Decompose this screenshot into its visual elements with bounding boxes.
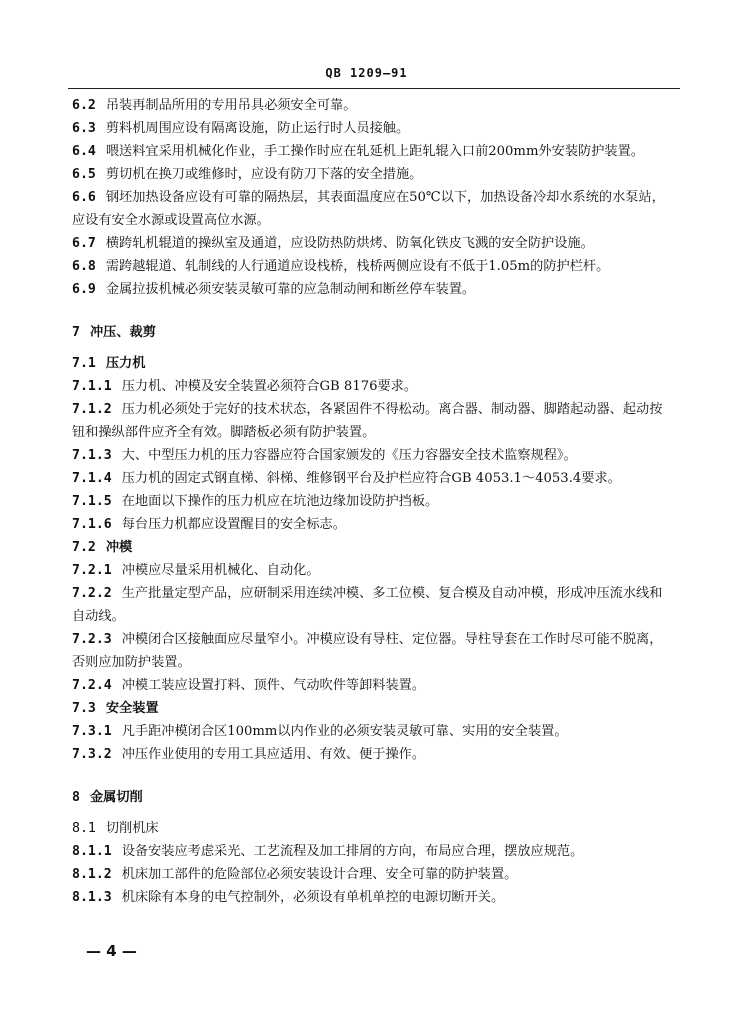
clause-number: 7.1.4 — [72, 471, 112, 486]
clause-number: 6.4 — [72, 144, 96, 159]
clause-item — [72, 444, 672, 467]
clause-item — [72, 232, 672, 255]
clause-text: 机床加工部件的危险部位必须安装设计合理、安全可靠的防护装置。 — [121, 867, 518, 882]
subsection-7-1-heading: 7.1 压力机 — [72, 356, 146, 371]
document-code-header: QB 1209—91 — [325, 66, 408, 80]
header-rule — [68, 88, 680, 89]
clause-item — [72, 140, 672, 163]
clause-list-8-1 — [72, 840, 672, 909]
clause-text: 压力机、冲模及安全装置必须符合GB 8176要求。 — [121, 379, 418, 394]
clause-item — [72, 559, 672, 582]
clause-number: 8.1.3 — [72, 890, 112, 905]
clause-number: 7.3.2 — [72, 747, 112, 762]
clause-item — [72, 863, 672, 886]
clause-item — [72, 278, 672, 301]
clause-item — [72, 398, 672, 444]
clause-item — [72, 467, 672, 490]
clause-text: 设备安装应考虑采光、工艺流程及加工排屑的方向，布局应合理，摆放应规范。 — [121, 844, 584, 859]
clause-text: 冲压作业使用的专用工具应适用、有效、便于操作。 — [121, 747, 426, 762]
clause-text: 机床除有本身的电气控制外，必须设有单机单控的电源切断开关。 — [121, 890, 505, 905]
clause-number: 6.5 — [72, 167, 96, 182]
clause-item — [72, 743, 672, 766]
clause-text: 在地面以下操作的压力机应在坑池边缘加设防护挡板。 — [121, 494, 439, 509]
clause-item — [72, 840, 672, 863]
subsection-7-2-heading: 7.2 冲模 — [72, 540, 133, 555]
clause-text: 冲模闭合区接触面应尽量窄小。冲模应设有导柱、定位器。导柱导套在工作时尽可能不脱离，否则应加防护装置。 — [72, 632, 663, 670]
clause-number: 6.6 — [72, 190, 96, 205]
clause-number: 7.1.5 — [72, 494, 112, 509]
clause-item — [72, 94, 672, 117]
clause-number: 7.1.6 — [72, 517, 112, 532]
clause-text: 需跨越辊道、轧制线的人行通道应设栈桥，栈桥两侧应设有不低于1.05m的防护栏杆。 — [105, 259, 610, 274]
clause-number: 6.3 — [72, 121, 96, 136]
clause-item — [72, 674, 672, 697]
clause-number: 7.1.1 — [72, 379, 112, 394]
clause-text: 喂送料宜采用机械化作业，手工操作时应在轧延机上距轧辊入口前200mm外安装防护装置。 — [105, 144, 644, 159]
clause-text: 横跨轧机辊道的操纵室及通道，应设防热防烘烤、防氧化铁皮飞溅的安全防护设施。 — [105, 236, 594, 251]
clause-number: 7.1.3 — [72, 448, 112, 463]
section-8-heading: 8 金属切削 — [72, 790, 143, 805]
clause-number: 8.1.2 — [72, 867, 112, 882]
clause-item — [72, 628, 672, 674]
clause-item — [72, 186, 672, 232]
clause-item — [72, 720, 672, 743]
clause-list-7-3 — [72, 720, 672, 766]
subsection-7-3-heading: 7.3 安全装置 — [72, 701, 159, 716]
clause-number: 7.2.3 — [72, 632, 112, 647]
clause-number: 6.9 — [72, 282, 96, 297]
clause-item — [72, 490, 672, 513]
clause-number: 8.1.1 — [72, 844, 112, 859]
clause-item — [72, 255, 672, 278]
clause-number: 7.2.4 — [72, 678, 112, 693]
clause-text: 大、中型压力机的压力容器应符合国家颁发的《压力容器安全技术监察规程》。 — [121, 448, 577, 463]
clause-item — [72, 117, 672, 140]
clause-number: 6.8 — [72, 259, 96, 274]
clause-item — [72, 886, 672, 909]
clause-text: 每台压力机都应设置醒目的安全标志。 — [121, 517, 346, 532]
clause-text: 金属拉拔机械必须安装灵敏可靠的应急制动闸和断丝停车装置。 — [105, 282, 476, 297]
clause-text: 钢坯加热设备应设有可靠的隔热层，其表面温度应在50℃以下，加热设备冷却水系统的水泵站，应设有安全水源或设置高位水源。 — [72, 190, 665, 228]
clause-text: 剪切机在换刀或维修时，应设有防刀下落的安全措施。 — [105, 167, 423, 182]
clause-list-7-1 — [72, 375, 672, 536]
clause-text: 生产批量定型产品，应研制采用连续冲模、多工位模、复合模及自动冲模，形成冲压流水线和自动线。 — [72, 586, 663, 624]
clause-text: 压力机必须处于完好的技术状态，各紧固件不得松动。离合器、制动器、脚踏起动器、起动按钮和操纵部件应齐全有效。脚踏板必须有防护装置。 — [72, 402, 663, 440]
clause-list-6 — [72, 94, 672, 301]
clause-number: 7.3.1 — [72, 724, 112, 739]
clause-item — [72, 513, 672, 536]
clause-text: 冲模应尽量采用机械化、自动化。 — [121, 563, 320, 578]
clause-text: 吊装再制品所用的专用吊具必须安全可靠。 — [105, 98, 357, 113]
clause-item — [72, 163, 672, 186]
clause-item — [72, 375, 672, 398]
clause-text: 压力机的固定式钢直梯、斜梯、维修钢平台及护栏应符合GB 4053.1～4053.4要求。 — [121, 471, 621, 486]
page-number: — 4 — — [86, 942, 137, 960]
clause-text: 凡手距冲模闭合区100mm以内作业的必须安装灵敏可靠、实用的安全装置。 — [121, 724, 568, 739]
clause-number: 7.2.2 — [72, 586, 112, 601]
section-7-heading: 7 冲压、裁剪 — [72, 325, 156, 340]
page-body — [72, 94, 672, 909]
clause-text: 冲模工装应设置打料、顶件、气动吹件等卸料装置。 — [121, 678, 426, 693]
clause-number: 7.2.1 — [72, 563, 112, 578]
clause-number: 7.1.2 — [72, 402, 112, 417]
clause-list-7-2 — [72, 559, 672, 697]
clause-item — [72, 582, 672, 628]
clause-number: 6.7 — [72, 236, 96, 251]
clause-number: 6.2 — [72, 98, 96, 113]
subsection-8-1-heading: 8.1 切削机床 — [72, 821, 159, 836]
clause-text: 剪料机周围应设有隔离设施，防止运行时人员接触。 — [105, 121, 410, 136]
